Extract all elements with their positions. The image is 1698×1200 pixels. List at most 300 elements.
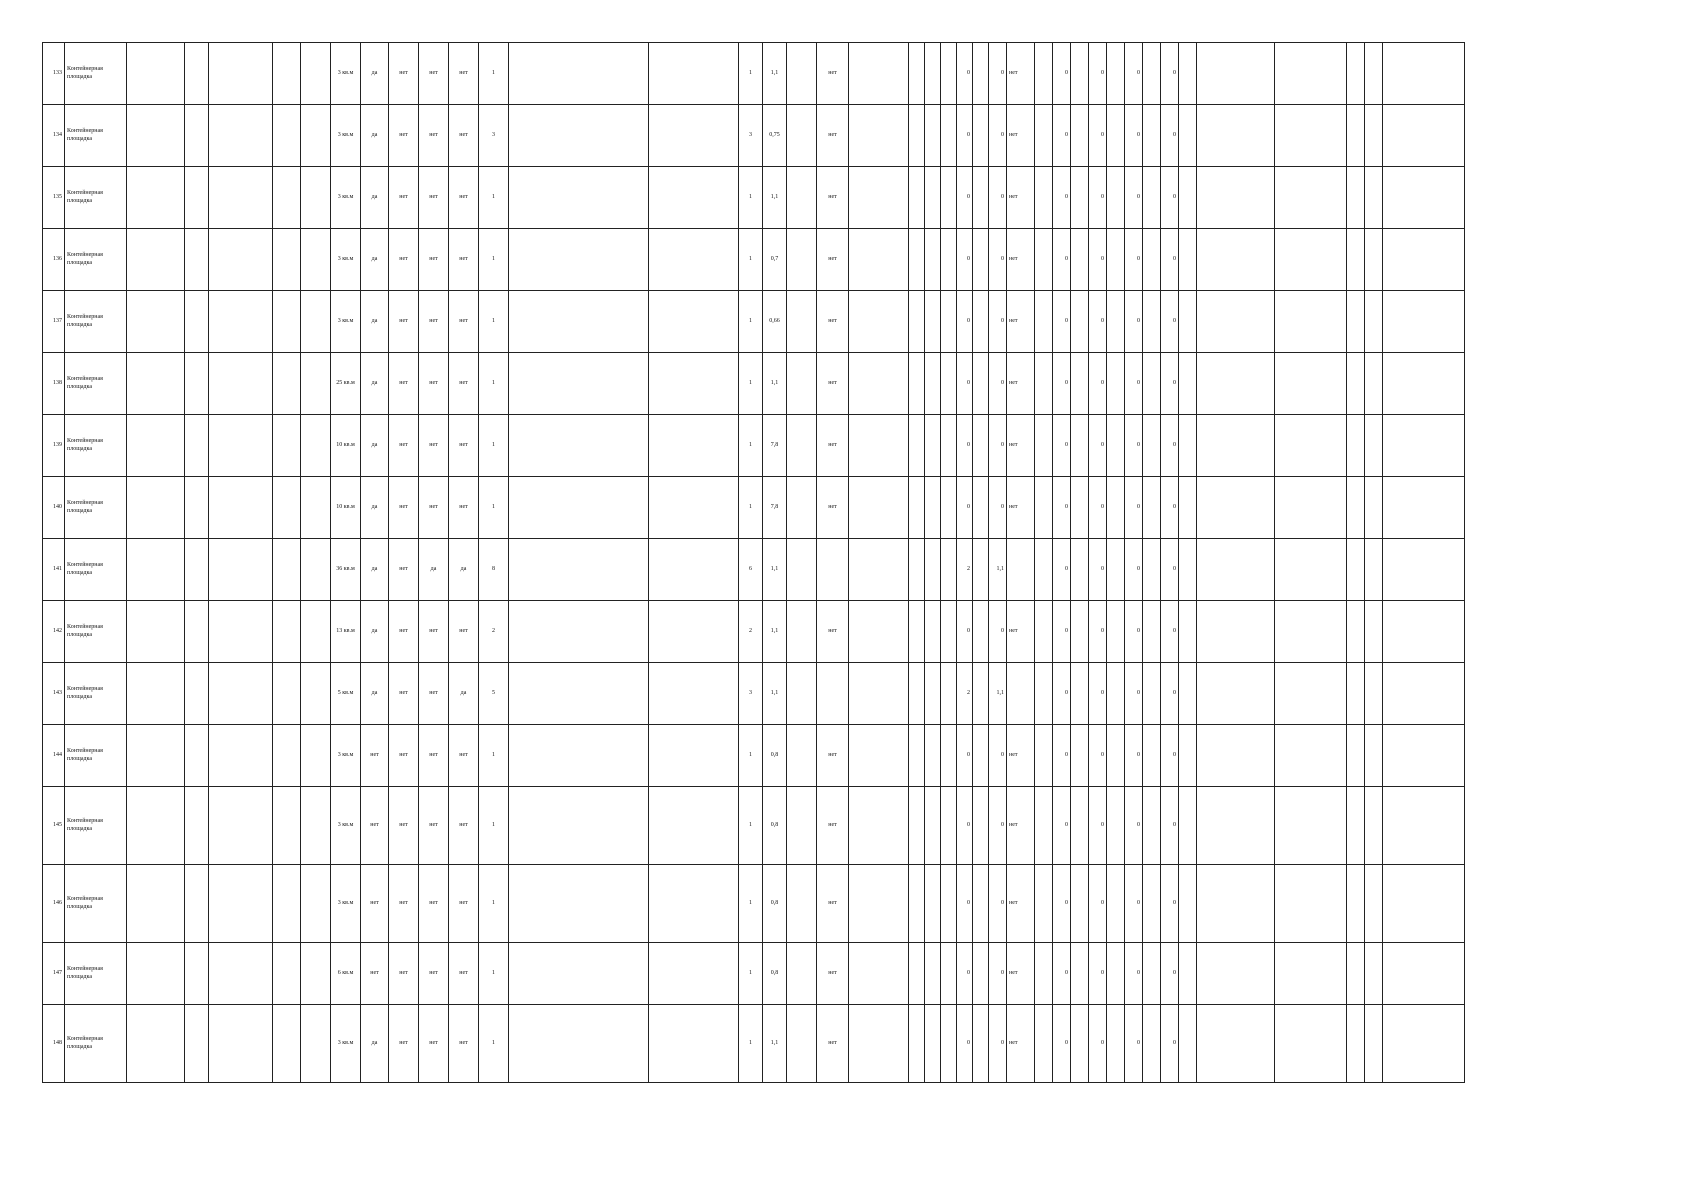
table-cell: нет (817, 353, 849, 415)
table-cell (1365, 725, 1383, 787)
table-cell (909, 725, 925, 787)
table-cell (925, 1005, 941, 1083)
table-cell (941, 105, 957, 167)
table-cell: 1,1 (763, 1005, 787, 1083)
table-cell (1347, 601, 1365, 663)
table-cell (787, 291, 817, 353)
table-cell: нет (389, 415, 419, 477)
table-cell (925, 167, 941, 229)
table-cell: да (361, 601, 389, 663)
table-cell: 0 (1161, 291, 1179, 353)
table-cell (127, 353, 185, 415)
table-cell (1071, 229, 1089, 291)
table-cell (127, 291, 185, 353)
table-cell (941, 477, 957, 539)
table-cell: нет (361, 787, 389, 865)
table-cell (209, 943, 273, 1005)
table-cell: нет (419, 1005, 449, 1083)
table-cell: нет (419, 787, 449, 865)
table-cell (1197, 167, 1275, 229)
table-cell (1071, 415, 1089, 477)
table-cell (301, 477, 331, 539)
table-cell (1275, 1005, 1347, 1083)
table-cell (649, 43, 739, 105)
table-cell (1275, 601, 1347, 663)
table-cell (1071, 291, 1089, 353)
table-cell: нет (449, 415, 479, 477)
table-cell (1275, 725, 1347, 787)
table-cell (1275, 353, 1347, 415)
table-cell (1197, 725, 1275, 787)
table-cell (1179, 477, 1197, 539)
table-cell (973, 943, 989, 1005)
table-cell (1347, 865, 1365, 943)
table-cell (849, 865, 909, 943)
table-cell: нет (361, 865, 389, 943)
table-cell: нет (817, 291, 849, 353)
table-cell: нет (389, 601, 419, 663)
table-cell (509, 43, 649, 105)
table-cell: 3 кв.м (331, 725, 361, 787)
table-cell (941, 415, 957, 477)
table-cell (973, 229, 989, 291)
table-cell: нет (389, 167, 419, 229)
table-cell (849, 167, 909, 229)
table-cell (649, 1005, 739, 1083)
table-row (43, 291, 1465, 353)
table-cell (1107, 43, 1125, 105)
table-cell (849, 477, 909, 539)
table-cell: нет (361, 943, 389, 1005)
table-cell (1383, 865, 1465, 943)
table-cell (509, 105, 649, 167)
table-cell (925, 105, 941, 167)
table-cell: 0 (1161, 43, 1179, 105)
table-cell (1347, 539, 1365, 601)
table-cell: 0 (1161, 353, 1179, 415)
table-cell (1143, 865, 1161, 943)
table-cell (849, 539, 909, 601)
table-cell: 36 кв.м (331, 539, 361, 601)
table-cell (649, 229, 739, 291)
table-cell: 0 (989, 291, 1007, 353)
table-cell: 3 кв.м (331, 1005, 361, 1083)
table-cell (185, 539, 209, 601)
table-cell: 1 (739, 725, 763, 787)
table-cell (1365, 415, 1383, 477)
table-cell (1197, 943, 1275, 1005)
table-cell (787, 167, 817, 229)
table-cell: 0 (1053, 105, 1071, 167)
table-cell (1143, 943, 1161, 1005)
table-cell: 1 (479, 943, 509, 1005)
table-cell: 0 (1089, 865, 1107, 943)
table-cell (1383, 43, 1465, 105)
table-cell (1383, 229, 1465, 291)
table-cell: 0 (957, 787, 973, 865)
table-cell: нет (389, 865, 419, 943)
table-cell: 6 (739, 539, 763, 601)
table-cell: нет (389, 477, 419, 539)
table-cell (1071, 353, 1089, 415)
table-cell (1365, 539, 1383, 601)
table-cell (1365, 229, 1383, 291)
table-cell (127, 943, 185, 1005)
table-cell: 1,1 (763, 167, 787, 229)
table-cell (1107, 787, 1125, 865)
table-cell (185, 167, 209, 229)
table-row (43, 865, 1465, 943)
table-cell: 1 (479, 725, 509, 787)
table-cell: 0 (1161, 601, 1179, 663)
table-cell: 1 (739, 943, 763, 1005)
table-cell: да (361, 229, 389, 291)
table-cell (973, 353, 989, 415)
table-cell (301, 787, 331, 865)
table-cell (1071, 1005, 1089, 1083)
table-cell (941, 167, 957, 229)
table-cell (1365, 1005, 1383, 1083)
table-cell: 0 (1161, 787, 1179, 865)
table-cell (209, 601, 273, 663)
table-cell (1275, 415, 1347, 477)
table-cell: нет (1007, 787, 1035, 865)
table-cell (817, 663, 849, 725)
table-cell (1365, 353, 1383, 415)
table-cell: нет (419, 353, 449, 415)
table-cell (1347, 105, 1365, 167)
row-number-cell: 134 (43, 105, 65, 167)
row-number-cell: 140 (43, 477, 65, 539)
table-row (43, 1005, 1465, 1083)
table-cell (509, 415, 649, 477)
table-cell (925, 663, 941, 725)
table-cell (1071, 539, 1089, 601)
table-cell: 0 (989, 353, 1007, 415)
table-cell: 0 (1053, 725, 1071, 787)
table-cell: 3 кв.м (331, 865, 361, 943)
table-cell (1347, 725, 1365, 787)
table-cell (649, 725, 739, 787)
table-cell (909, 477, 925, 539)
table-cell: да (361, 43, 389, 105)
table-cell (1365, 477, 1383, 539)
table-cell (973, 725, 989, 787)
table-row (43, 229, 1465, 291)
table-cell: 0 (1053, 1005, 1071, 1083)
table-cell (1197, 353, 1275, 415)
table-cell: нет (1007, 943, 1035, 1005)
table-cell (1383, 291, 1465, 353)
table-cell (1275, 167, 1347, 229)
table-cell: 0 (1089, 415, 1107, 477)
table-cell: Контейнерная площадка (65, 229, 127, 291)
table-cell (1197, 539, 1275, 601)
table-cell: 0 (1053, 477, 1071, 539)
table-cell: 3 кв.м (331, 787, 361, 865)
table-cell (1383, 539, 1465, 601)
table-cell (849, 415, 909, 477)
table-cell (1383, 477, 1465, 539)
table-cell: 3 кв.м (331, 167, 361, 229)
table-cell (1035, 229, 1053, 291)
table-cell (1143, 167, 1161, 229)
table-cell: 0 (1125, 167, 1143, 229)
table-cell (849, 943, 909, 1005)
table-cell (1197, 229, 1275, 291)
table-cell (273, 539, 301, 601)
table-row (43, 477, 1465, 539)
row-number-cell: 147 (43, 943, 65, 1005)
table-cell (941, 353, 957, 415)
table-cell (127, 1005, 185, 1083)
table-cell (127, 415, 185, 477)
table-cell: 3 (739, 663, 763, 725)
table-cell (1179, 105, 1197, 167)
table-cell (509, 601, 649, 663)
table-cell (185, 943, 209, 1005)
table-cell (185, 105, 209, 167)
table-cell (925, 601, 941, 663)
table-cell (909, 167, 925, 229)
table-cell (209, 787, 273, 865)
table-cell: 0 (1161, 415, 1179, 477)
table-cell: 0 (957, 865, 973, 943)
table-cell: 1,1 (763, 663, 787, 725)
table-cell (909, 865, 925, 943)
table-cell: 0 (989, 865, 1007, 943)
table-cell (1275, 291, 1347, 353)
table-cell (301, 539, 331, 601)
table-cell: Контейнерная площадка (65, 43, 127, 105)
table-cell (273, 1005, 301, 1083)
table-cell: 2 (479, 601, 509, 663)
table-cell: 0 (1125, 943, 1143, 1005)
table-cell (1107, 229, 1125, 291)
table-cell (1035, 1005, 1053, 1083)
table-cell: да (361, 353, 389, 415)
table-cell: 0 (957, 43, 973, 105)
table-cell (941, 1005, 957, 1083)
table-cell (787, 539, 817, 601)
table-cell (1383, 787, 1465, 865)
table-cell (1197, 787, 1275, 865)
table-cell (273, 865, 301, 943)
table-cell (1107, 353, 1125, 415)
row-number-cell: 133 (43, 43, 65, 105)
table-cell: 1 (739, 167, 763, 229)
table-cell: 5 кв.м (331, 663, 361, 725)
table-cell (273, 725, 301, 787)
table-cell: 1 (479, 415, 509, 477)
table-cell (973, 477, 989, 539)
table-cell (787, 105, 817, 167)
table-cell (1035, 943, 1053, 1005)
table-cell: 0 (1125, 663, 1143, 725)
table-cell (649, 167, 739, 229)
table-cell (1143, 105, 1161, 167)
table-cell: да (361, 415, 389, 477)
table-cell (1035, 291, 1053, 353)
table-cell (209, 353, 273, 415)
table-cell: 25 кв.м (331, 353, 361, 415)
table-cell (185, 787, 209, 865)
table-cell (787, 725, 817, 787)
table-cell: нет (817, 229, 849, 291)
table-cell (1107, 415, 1125, 477)
table-cell: 0 (989, 105, 1007, 167)
table-cell (1179, 229, 1197, 291)
table-cell (909, 291, 925, 353)
table-cell (509, 1005, 649, 1083)
table-cell: 0 (1161, 477, 1179, 539)
table-cell: 0 (957, 601, 973, 663)
table-cell (209, 229, 273, 291)
table-cell (787, 601, 817, 663)
table-cell (649, 105, 739, 167)
table-cell (127, 43, 185, 105)
table-cell (1035, 43, 1053, 105)
table-cell (127, 167, 185, 229)
table-cell: да (361, 105, 389, 167)
table-cell (849, 43, 909, 105)
table-cell (1007, 663, 1035, 725)
table-cell (973, 1005, 989, 1083)
table-cell: 0 (957, 943, 973, 1005)
table-cell (941, 291, 957, 353)
table-cell (1347, 663, 1365, 725)
table-cell (1071, 865, 1089, 943)
table-cell: нет (449, 291, 479, 353)
table-cell: нет (419, 167, 449, 229)
table-cell: нет (1007, 43, 1035, 105)
table-cell (941, 663, 957, 725)
table-cell: нет (389, 43, 419, 105)
table-cell (817, 539, 849, 601)
table-cell (787, 943, 817, 1005)
table-cell (1035, 601, 1053, 663)
table-cell: да (449, 539, 479, 601)
row-number-cell: 136 (43, 229, 65, 291)
table-cell (185, 477, 209, 539)
table-cell (209, 291, 273, 353)
table-cell (1179, 601, 1197, 663)
table-cell (273, 43, 301, 105)
table-row (43, 943, 1465, 1005)
table-cell: нет (1007, 415, 1035, 477)
table-cell (185, 43, 209, 105)
table-cell: 1 (739, 1005, 763, 1083)
table-cell: 1 (739, 43, 763, 105)
table-cell: 6 кв.м (331, 943, 361, 1005)
table-cell: 0 (1125, 43, 1143, 105)
table-cell (127, 539, 185, 601)
table-cell: нет (1007, 601, 1035, 663)
table-cell: 3 кв.м (331, 43, 361, 105)
table-cell (1179, 539, 1197, 601)
table-cell: нет (1007, 477, 1035, 539)
table-cell (1071, 167, 1089, 229)
table-cell (509, 943, 649, 1005)
table-cell (509, 477, 649, 539)
table-cell: 0 (989, 943, 1007, 1005)
table-cell (185, 663, 209, 725)
table-cell (1071, 477, 1089, 539)
table-cell (1275, 539, 1347, 601)
row-number-cell: 139 (43, 415, 65, 477)
table-cell (941, 539, 957, 601)
table-cell (909, 415, 925, 477)
table-cell (1035, 663, 1053, 725)
table-row (43, 539, 1465, 601)
table-cell (1071, 43, 1089, 105)
table-cell: 0 (989, 43, 1007, 105)
table-row (43, 787, 1465, 865)
table-cell (509, 663, 649, 725)
table-cell: 0 (1125, 291, 1143, 353)
table-cell: Контейнерная площадка (65, 477, 127, 539)
row-number-cell: 141 (43, 539, 65, 601)
table-cell: Контейнерная площадка (65, 725, 127, 787)
table-cell (1347, 477, 1365, 539)
table-cell (1197, 43, 1275, 105)
table-row (43, 105, 1465, 167)
table-cell: нет (449, 943, 479, 1005)
table-cell: 10 кв.м (331, 477, 361, 539)
table-cell: Контейнерная площадка (65, 865, 127, 943)
table-cell: 1 (739, 291, 763, 353)
table-cell: нет (419, 43, 449, 105)
table-cell: 0 (1089, 725, 1107, 787)
table-cell (1071, 663, 1089, 725)
table-cell: 0 (957, 105, 973, 167)
table-cell: 0 (1053, 539, 1071, 601)
table-cell (1179, 291, 1197, 353)
table-cell (1143, 725, 1161, 787)
table-cell: 0 (1089, 539, 1107, 601)
table-cell (1035, 539, 1053, 601)
table-cell (1143, 229, 1161, 291)
table-cell (301, 1005, 331, 1083)
table-cell (1179, 353, 1197, 415)
table-cell: 0 (1161, 539, 1179, 601)
table-cell (127, 725, 185, 787)
table-cell: нет (389, 353, 419, 415)
table-cell (1179, 865, 1197, 943)
table-cell: нет (389, 1005, 419, 1083)
row-number-cell: 138 (43, 353, 65, 415)
table-cell: 0 (1125, 105, 1143, 167)
table-cell (973, 415, 989, 477)
table-cell: нет (419, 229, 449, 291)
table-cell: 0 (1089, 167, 1107, 229)
table-cell (1035, 353, 1053, 415)
table-cell: 7,8 (763, 477, 787, 539)
table-cell: 0 (1053, 943, 1071, 1005)
table-cell: нет (1007, 229, 1035, 291)
table-cell (209, 167, 273, 229)
table-cell (1107, 539, 1125, 601)
table-cell (1275, 477, 1347, 539)
table-row (43, 663, 1465, 725)
table-cell: 0 (1125, 477, 1143, 539)
table-cell (301, 43, 331, 105)
table-cell (1035, 105, 1053, 167)
table-cell (973, 43, 989, 105)
table-cell (787, 229, 817, 291)
table-cell (1107, 865, 1125, 943)
table-cell: 2 (957, 539, 973, 601)
